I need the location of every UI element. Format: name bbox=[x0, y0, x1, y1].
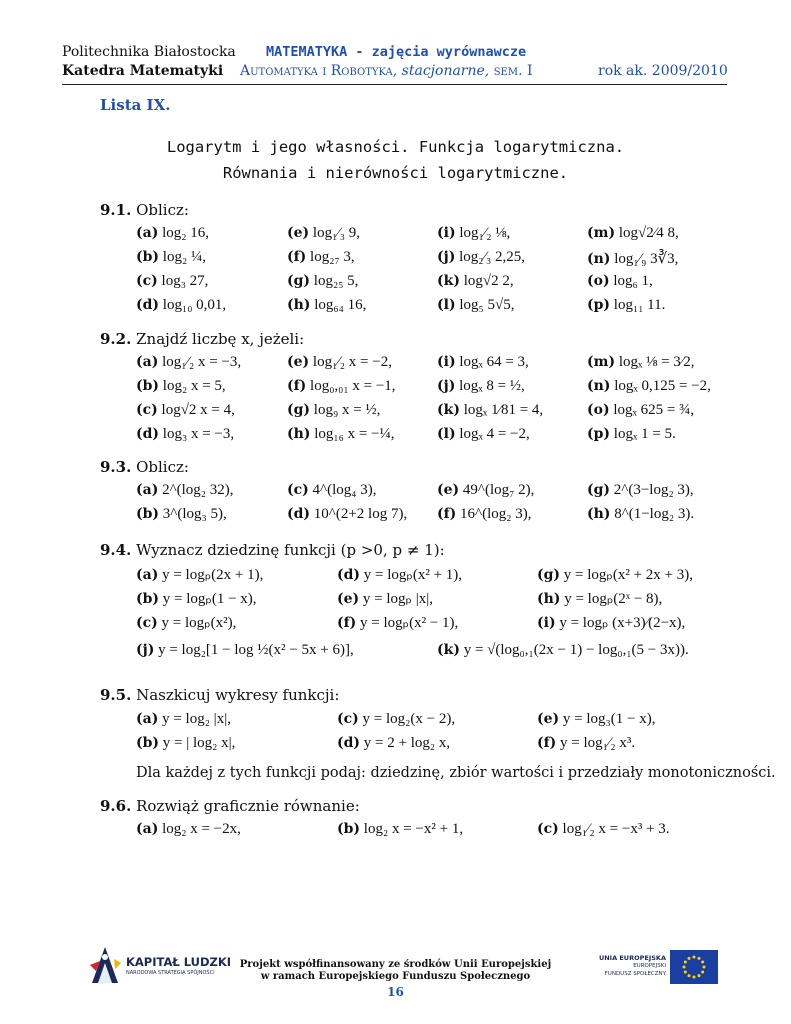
eu-star bbox=[693, 956, 696, 959]
exercise-9-2-item: (g) log₉ x = ½, bbox=[287, 402, 381, 418]
header-course: MATEMATYKA - zajęcia wyrównawcze bbox=[266, 44, 527, 60]
exercise-9-6-item: (c) log₁⁄₂ x = −x³ + 3. bbox=[537, 821, 670, 837]
exercise-9-1-item: (m) log√2⁄4 8, bbox=[587, 225, 679, 241]
exercise-9-3-item: (g) 2^(3−log₂ 3), bbox=[587, 482, 694, 498]
exercise-9-5-item: (a) y = log₂ |x|, bbox=[136, 711, 231, 727]
exercise-9-2-item: (j) logₓ 8 = ½, bbox=[437, 378, 525, 394]
exercise-9-3-item: (e) 49^(log₇ 2), bbox=[437, 482, 535, 498]
note-9-5: Dla każdej z tych funkcji podaj: dziedzinę, zbiór wartości i przedziały monotoniczności. bbox=[136, 765, 776, 781]
eu-star bbox=[701, 961, 704, 964]
eu-flag-icon bbox=[670, 950, 718, 984]
footer-line-1: Projekt współfinansowany ze środków Unii Europejskiej bbox=[239, 959, 552, 970]
exercise-9-2-item: (c) log√2 x = 4, bbox=[136, 402, 235, 418]
exercise-9-5-item: (b) y = | log₂ x|, bbox=[136, 735, 236, 751]
exercise-9-5-item: (d) y = 2 + log₂ x, bbox=[337, 735, 451, 751]
exercise-9-3-item: (a) 2^(log₂ 32), bbox=[136, 482, 234, 498]
exercise-9-1-item: (o) log₆ 1, bbox=[587, 273, 653, 289]
section-9-5: 9.5. Naszkicuj wykresy funkcji: bbox=[100, 686, 340, 704]
exercise-9-2-item: (i) logₓ 64 = 3, bbox=[437, 354, 529, 370]
header-university: Politechnika Białostocka bbox=[62, 44, 236, 60]
exercise-9-5-item: (f) y = log₁⁄₂ x³. bbox=[537, 735, 636, 751]
exercise-9-1-item: (k) log√2 2, bbox=[437, 273, 514, 289]
exercise-9-4-item: (k) y = √(log₀,₁(2x − 1) − log₀,₁(5 − 3x)). bbox=[437, 642, 689, 658]
eu-star bbox=[703, 966, 706, 969]
header-department: Katedra Matematyki bbox=[62, 63, 224, 79]
section-9-4: 9.4. Wyznacz dziedzinę funkcji (p >0, p ≠ 1): bbox=[100, 541, 445, 559]
exercise-9-3-item: (f) 16^(log₂ 3), bbox=[437, 506, 532, 522]
header-semester: sem. I bbox=[493, 63, 533, 79]
exercise-9-1-item: (j) log₂⁄₃ 2,25, bbox=[437, 249, 525, 265]
exercise-9-1-item: (l) log₅ 5√5, bbox=[437, 297, 515, 313]
eu-logo bbox=[598, 950, 718, 986]
exercise-9-2-item: (k) logₓ 1⁄81 = 4, bbox=[437, 402, 544, 418]
exercise-9-4-item: (c) y = logₚ(x²), bbox=[136, 615, 237, 631]
eu-star bbox=[688, 957, 691, 960]
exercise-9-1-item: (d) log₁₀ 0,01, bbox=[136, 297, 227, 313]
exercise-9-1-item: (n) log₁⁄₉ 3∛3, bbox=[587, 251, 679, 267]
section-9-6: 9.6. Rozwiąż graficznie równanie: bbox=[100, 797, 360, 815]
eu-star bbox=[684, 971, 687, 974]
exercise-9-1-item: (e) log₁⁄₃ 9, bbox=[287, 225, 361, 241]
exercise-9-4-item: (b) y = logₚ(1 − x), bbox=[136, 591, 257, 607]
eu-star bbox=[684, 961, 687, 964]
header-rule bbox=[62, 84, 727, 85]
exercise-9-1-item: (g) log₂₅ 5, bbox=[287, 273, 359, 289]
eu-star bbox=[683, 966, 686, 969]
exercise-9-4-item: (g) y = logₚ(x² + 2x + 3), bbox=[537, 567, 694, 583]
eu-star bbox=[701, 971, 704, 974]
header-mode: stacjonarne, bbox=[401, 63, 490, 79]
exercise-9-4-item: (i) y = logₚ (x+3)⁄(2−x), bbox=[537, 615, 686, 631]
exercise-9-3-item: (c) 4^(log₄ 3), bbox=[287, 482, 377, 498]
header-year: rok ak. 2009/2010 bbox=[598, 63, 728, 79]
section-9-2: 9.2. Znajdź liczbę x, jeżeli: bbox=[100, 330, 305, 348]
exercise-9-6-item: (b) log₂ x = −x² + 1, bbox=[337, 821, 464, 837]
exercise-9-2-item: (f) log₀,₀₁ x = −1, bbox=[287, 378, 396, 394]
exercise-9-4-item: (e) y = logₚ |x|, bbox=[337, 591, 433, 607]
exercise-9-2-item: (l) logₓ 4 = −2, bbox=[437, 426, 530, 442]
eu-logo-text: UNIA EUROPEJSKA EUROPEJSKI FUNDUSZ SPOŁECZNY bbox=[598, 954, 666, 977]
exercise-9-1-item: (b) log₂ ¼, bbox=[136, 249, 206, 265]
exercise-9-4-item: (d) y = logₚ(x² + 1), bbox=[337, 567, 463, 583]
header-program-name: Automatyka i Robotyka, bbox=[240, 63, 398, 79]
exercise-9-5-item: (e) y = log₃(1 − x), bbox=[537, 711, 656, 727]
eu-star bbox=[698, 957, 701, 960]
exercise-9-2-item: (h) log₁₆ x = −¼, bbox=[287, 426, 395, 442]
exercise-9-1-item: (i) log₁⁄₂ ⅛, bbox=[437, 225, 511, 241]
exercise-9-2-item: (m) logₓ ⅛ = 3⁄2, bbox=[587, 354, 695, 370]
section-9-1: 9.1. Oblicz: bbox=[100, 201, 189, 219]
exercise-9-3-item: (d) 10^(2+2 log 7), bbox=[287, 506, 408, 522]
exercise-9-5-item: (c) y = log₂(x − 2), bbox=[337, 711, 456, 727]
kapital-ludzki-subtitle: NARODOWA STRATEGIA SPÓJNOŚCI bbox=[126, 970, 215, 976]
exercise-9-1-item: (f) log₂₇ 3, bbox=[287, 249, 355, 265]
exercise-9-2-item: (a) log₁⁄₂ x = −3, bbox=[136, 354, 242, 370]
section-9-3: 9.3. Oblicz: bbox=[100, 458, 189, 476]
eu-star bbox=[698, 974, 701, 977]
exercise-9-2-item: (d) log₃ x = −3, bbox=[136, 426, 235, 442]
exercise-9-1-item: (p) log₁₁ 11. bbox=[587, 297, 666, 313]
exercise-9-2-item: (b) log₂ x = 5, bbox=[136, 378, 226, 394]
kapital-ludzki-title: KAPITAŁ LUDZKI bbox=[126, 955, 232, 969]
exercise-9-4-item: (a) y = logₚ(2x + 1), bbox=[136, 567, 264, 583]
page-number: 16 bbox=[387, 985, 404, 999]
exercise-9-1-item: (a) log₂ 16, bbox=[136, 225, 209, 241]
exercise-9-4-item: (h) y = logₚ(2ˣ − 8), bbox=[537, 591, 663, 607]
exercise-9-2-item: (n) logₓ 0,125 = −2, bbox=[587, 378, 711, 394]
exercise-9-2-item: (p) logₓ 1 = 5. bbox=[587, 426, 676, 442]
footer-line-2: w ramach Europejskiego Funduszu Społecznego bbox=[260, 971, 531, 982]
exercise-9-2-item: (o) logₓ 625 = ¾, bbox=[587, 402, 695, 418]
exercise-9-3-item: (h) 8^(1−log₂ 3). bbox=[587, 506, 695, 522]
page-title-1: Logarytm i jego własności. Funkcja logarytmiczna. bbox=[166, 138, 625, 156]
header-program bbox=[240, 63, 533, 79]
list-label: Lista IX. bbox=[100, 96, 171, 114]
eu-star bbox=[688, 974, 691, 977]
exercise-9-4-item: (f) y = logₚ(x² − 1), bbox=[337, 615, 459, 631]
exercise-9-1-item: (c) log₃ 27, bbox=[136, 273, 209, 289]
eu-star bbox=[693, 976, 696, 979]
exercise-9-4-item: (j) y = log₂[1 − log ½(x² − 5x + 6)], bbox=[136, 642, 354, 658]
exercise-9-3-item: (b) 3^(log₃ 5), bbox=[136, 506, 227, 522]
exercise-9-6-item: (a) log₂ x = −2x, bbox=[136, 821, 241, 837]
exercise-9-1-item: (h) log₆₄ 16, bbox=[287, 297, 367, 313]
exercise-9-2-item: (e) log₁⁄₂ x = −2, bbox=[287, 354, 392, 370]
page-title-2: Równania i nierówności logarytmiczne. bbox=[222, 164, 569, 182]
